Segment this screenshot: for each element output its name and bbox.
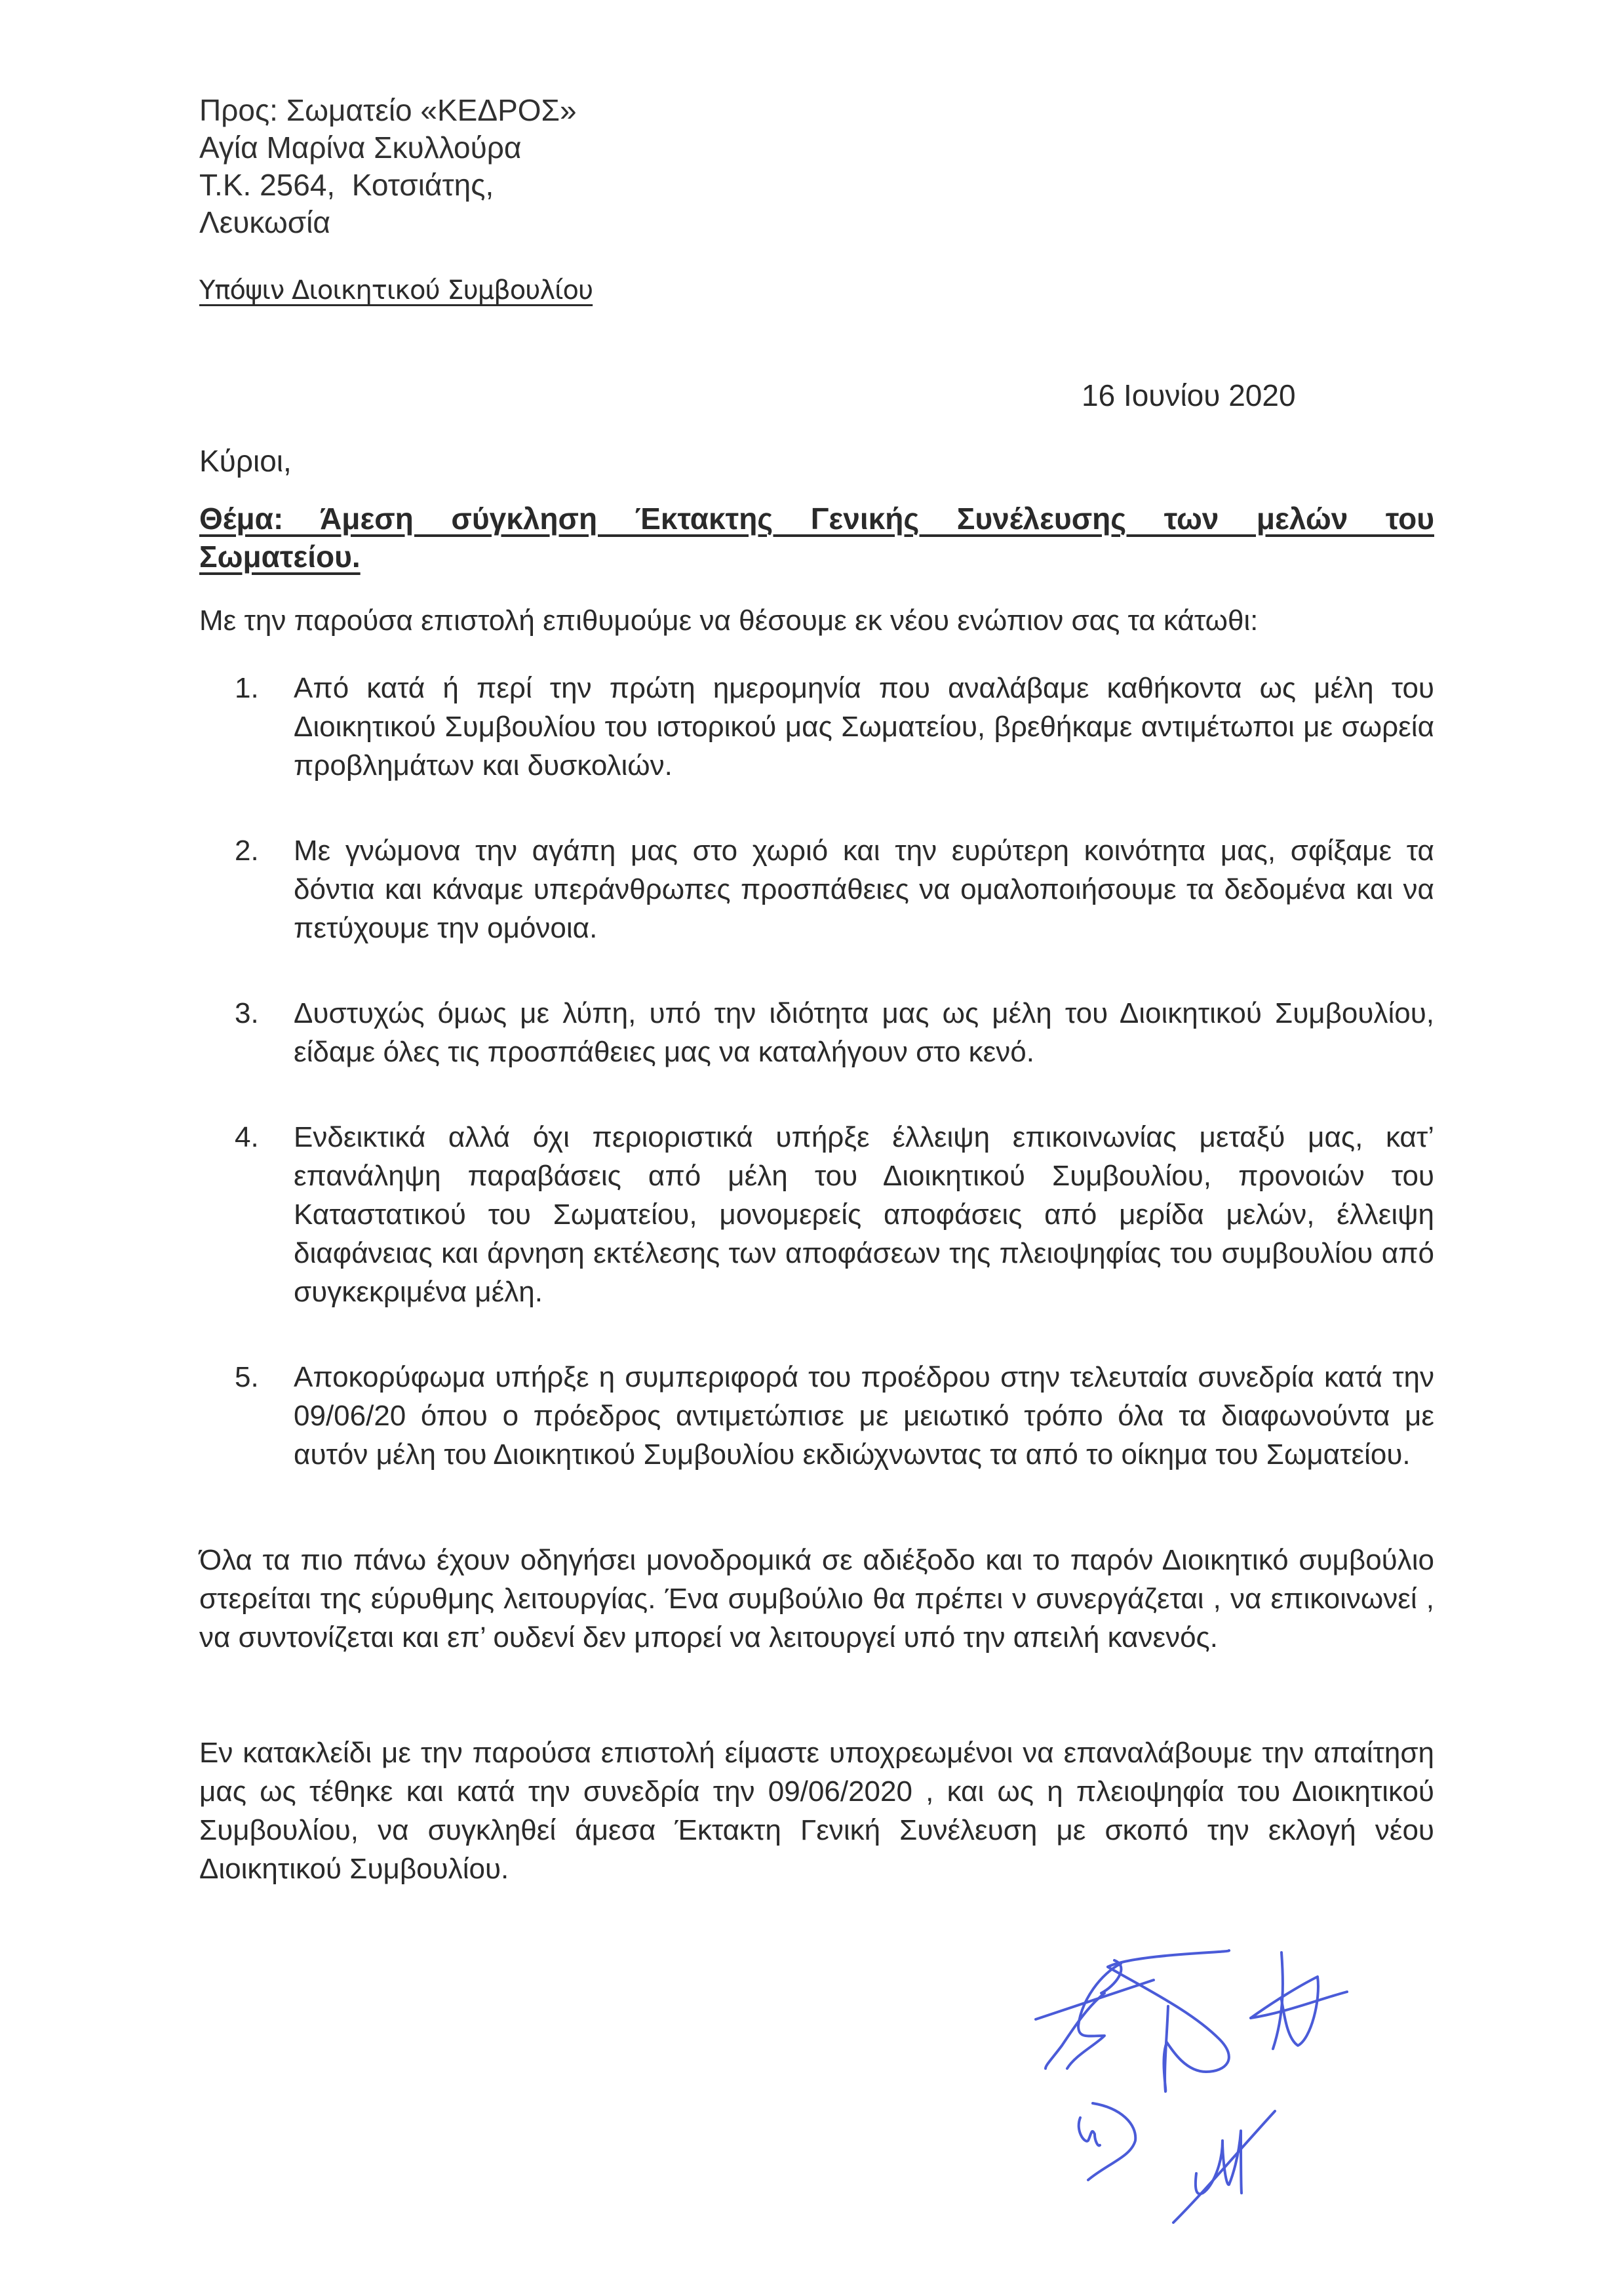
- list-item: 3. Δυστυχώς όμως με λύπη, υπό την ιδιότητα μας ως μέλη του Διοικητικού Συμβουλίου, είδαμε όλες τις προσπάθειες μας να καταλήγουν στο κενό.: [235, 997, 1434, 1068]
- signature-1: [1036, 1950, 1229, 2068]
- signature-5: [1173, 2111, 1275, 2223]
- signature-3: [1251, 1952, 1347, 2049]
- signature-4: [1079, 2103, 1136, 2180]
- list-item: 4. Ενδεικτικά αλλά όχι περιοριστικά υπήρξε έλλειψη επικοινωνίας μεταξύ μας, κατ’ επανάληψη παραβάσεις από μέλη του Διοικητικού Συμβουλίου, προνοιών του Καταστατικού του Σωματείου, μονομερείς αποφάσεις από μερίδα μελών, έλλειψη διαφάνειας και άρνηση εκτέλεσης των αποφάσεων της πλειοψηφίας του συμβουλίου από συγκεκριμένα μέλη.: [235, 1121, 1434, 1308]
- list-item: 2. Με γνώμονα την αγάπη μας στο χωριό και την ευρύτερη κοινότητα μας, σφίξαμε τα δόντια και κάναμε υπεράνθρωπες προσπάθειες να ομαλοποιήσουμε τα δεδομένα και να πετύχουμε την ομόνοια.: [235, 835, 1434, 944]
- closing-paragraph: Εν κατακλείδι με την παρούσα επιστολή είμαστε υποχρεωμένοι να επαναλάβουμε την απαίτηση μας ως τέθηκε και κατά την συνεδρία την 09/06/2020 , και ως η πλειοψηφία του Διοικητικού Συμβουλίου, να συγκληθεί άμεσα Έκτακτη Γενική Συνέλευση με σκοπό την εκλογή νέου Διοικητικού Συμβουλίου.: [199, 1737, 1434, 1885]
- intro-paragraph: Με την παρούσα επιστολή επιθυμούμε να θέσουμε εκ νέου ενώπιον σας τα κάτωθι:: [199, 604, 1259, 637]
- list-item: 5. Αποκορύφωμα υπήρξε η συμπεριφορά του προέδρου στην τελευταία συνεδρία κατά την 09/06/20 όπου ο πρόεδρος αντιμετώπισε με μειωτικό τρόπο όλα τα διαφωνούντα με αυτόν μέλη του Διοικητικού Συμβουλίου εκδιώχνωντας τα από το οίκημα του Σωματείου.: [235, 1361, 1434, 1471]
- subject-line: Θέμα: Άμεση σύγκληση Έκτακτης Γενικής Συνέλευσης των μελών του Σωματείου.: [199, 502, 1434, 574]
- recipient-line: Λευκωσία: [199, 205, 330, 239]
- recipient-line: Προς: Σωματείο «ΚΕΔΡΟΣ»: [199, 93, 577, 127]
- list-item: 1. Από κατά ή περί την πρώτη ημερομηνία που αναλάβαμε καθήκοντα ως μέλη του Διοικητικού Συμβουλίου του ιστορικού μας Σωματείου, βρεθήκαμε αντιμέτωποι με σωρεία προβλημάτων και δυσκολιών.: [235, 672, 1434, 782]
- recipient-line: Τ.Κ. 2564, Κοτσιάτης,: [199, 168, 494, 202]
- attention-line: Υπόψιν Διοικητικού Συμβουλίου: [199, 275, 593, 306]
- letter-date: 16 Ιουνίου 2020: [1082, 378, 1296, 412]
- recipient-line: Αγία Μαρίνα Σκυλλούρα: [199, 130, 522, 165]
- salutation: Κύριοι,: [199, 444, 292, 478]
- signatures-block: [1023, 1941, 1547, 2229]
- points-list: [235, 669, 1434, 1520]
- signature-2: [1108, 1967, 1229, 2091]
- recipient-address: [199, 92, 577, 241]
- body-paragraph: Όλα τα πιο πάνω έχουν οδηγήσει μονοδρομικά σε αδιέξοδο και το παρόν Διοικητικό συμβούλιο στερείται της εύρυθμης λειτουργίας. Ένα συμβούλιο θα πρέπει ν συνεργάζεται , να επικοινωνεί , να συντονίζεται και επ’ ουδενί δεν μπορεί να λειτουργεί υπό την απειλή κανενός.: [199, 1544, 1434, 1653]
